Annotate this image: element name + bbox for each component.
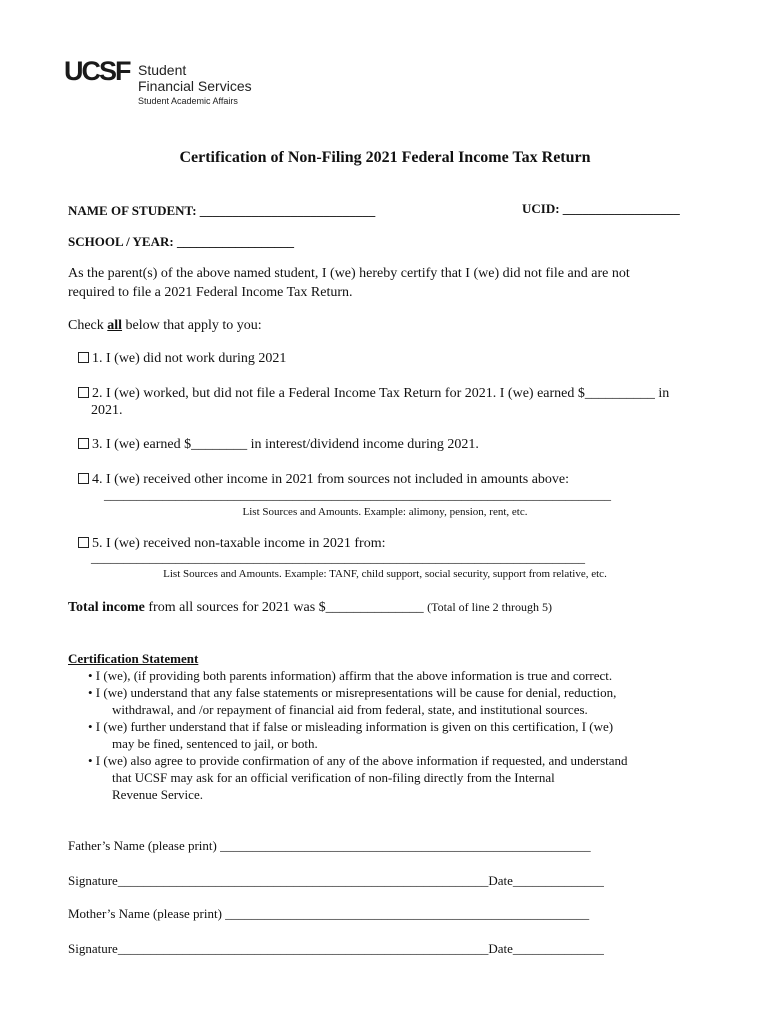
page-title: Certification of Non-Filing 2021 Federal Income Tax Return <box>179 149 591 166</box>
item-4-sources-blank[interactable]: ______________________________________________________________________________ <box>104 487 611 502</box>
checkbox-item-4[interactable] <box>78 473 89 484</box>
check-all-after: below that apply to you: <box>122 318 262 333</box>
checkbox-item-5[interactable] <box>78 537 89 548</box>
item-5-sources-blank[interactable]: ____________________________________________________________________________ <box>91 550 585 565</box>
check-all-instruction <box>68 318 262 334</box>
certification-bullet-3-cont: may be fined, sentenced to jail, or both. <box>112 736 318 751</box>
logo-line-financial-services: Financial Services <box>138 78 252 94</box>
checkbox-item-1[interactable] <box>78 352 89 363</box>
intro-line-2: required to file a 2021 Federal Income Tax Return. <box>68 285 353 300</box>
checkbox-item-3[interactable] <box>78 438 89 449</box>
check-all-emphasis: all <box>107 318 123 333</box>
certification-bullet-2-cont: withdrawal, and /or repayment of financial aid from federal, state, and institutional sources. <box>112 702 588 717</box>
item-3-text: 3. I (we) earned $________ in interest/dividend income during 2021. <box>92 437 479 452</box>
certification-bullet-1: • I (we), (if providing both parents information) affirm that the above information is true and correct. <box>88 668 613 683</box>
item-2-line-2: 2021. <box>91 403 123 418</box>
certification-heading: Certification Statement <box>68 651 199 666</box>
item-3 <box>78 437 479 453</box>
father-signature-date-field[interactable]: Signature_________________________________________________________Date______________ <box>68 873 604 888</box>
total-income-line <box>68 600 552 616</box>
ucid-field[interactable]: UCID: __________________ <box>522 201 680 216</box>
name-of-student-field[interactable]: NAME OF STUDENT: ___________________________ <box>68 203 376 218</box>
item-5-caption: List Sources and Amounts. Example: TANF, child support, social security, support from relative, etc. <box>163 568 607 580</box>
check-all-before: Check <box>68 318 108 333</box>
logo-line-student: Student <box>138 62 187 78</box>
certification-bullet-2: • I (we) understand that any false statements or misrepresentations will be cause for denial, reduction, <box>88 685 617 700</box>
item-1-text: 1. I (we) did not work during 2021 <box>92 351 287 366</box>
item-4-caption: List Sources and Amounts. Example: alimony, pension, rent, etc. <box>242 506 528 518</box>
logo-line-academic-affairs: Student Academic Affairs <box>138 96 238 106</box>
certification-bullet-4-cont-2: Revenue Service. <box>112 787 203 802</box>
item-4-text: 4. I (we) received other income in 2021 from sources not included in amounts above: <box>92 472 570 487</box>
total-income-label: Total income <box>68 600 145 615</box>
checkbox-item-2[interactable] <box>78 387 89 398</box>
mother-signature-date-field[interactable]: Signature_________________________________________________________Date______________ <box>68 941 604 956</box>
total-income-text: from all sources for 2021 was $______________ <box>144 600 428 615</box>
item-5-text: 5. I (we) received non-taxable income in 2021 from: <box>92 536 386 551</box>
intro-line-1: As the parent(s) of the above named student, I (we) hereby certify that I (we) did not file and are not <box>68 266 630 281</box>
mother-name-field[interactable]: Mother’s Name (please print) ________________________________________________________ <box>68 906 590 921</box>
item-2 <box>78 386 669 402</box>
total-income-note: (Total of line 2 through 5) <box>427 600 552 614</box>
item-4 <box>78 472 569 488</box>
certification-bullet-3: • I (we) further understand that if false or misleading information is given on this certification, I (we) <box>88 719 614 734</box>
item-2-text: 2. I (we) worked, but did not file a Federal Income Tax Return for 2021. I (we) earned $__________ in <box>92 386 670 401</box>
ucsf-logo-mark: UCSF <box>64 56 130 86</box>
school-year-field[interactable]: SCHOOL / YEAR: __________________ <box>68 234 294 249</box>
father-name-field[interactable]: Father’s Name (please print) _________________________________________________________ <box>68 838 591 853</box>
certification-bullet-4: • I (we) also agree to provide confirmation of any of the above information if requested, and understand <box>88 753 628 768</box>
item-1 <box>78 351 286 367</box>
certification-bullet-4-cont: that UCSF may ask for an official verification of non-filing directly from the Internal <box>112 770 555 785</box>
ucsf-logo <box>64 56 264 110</box>
